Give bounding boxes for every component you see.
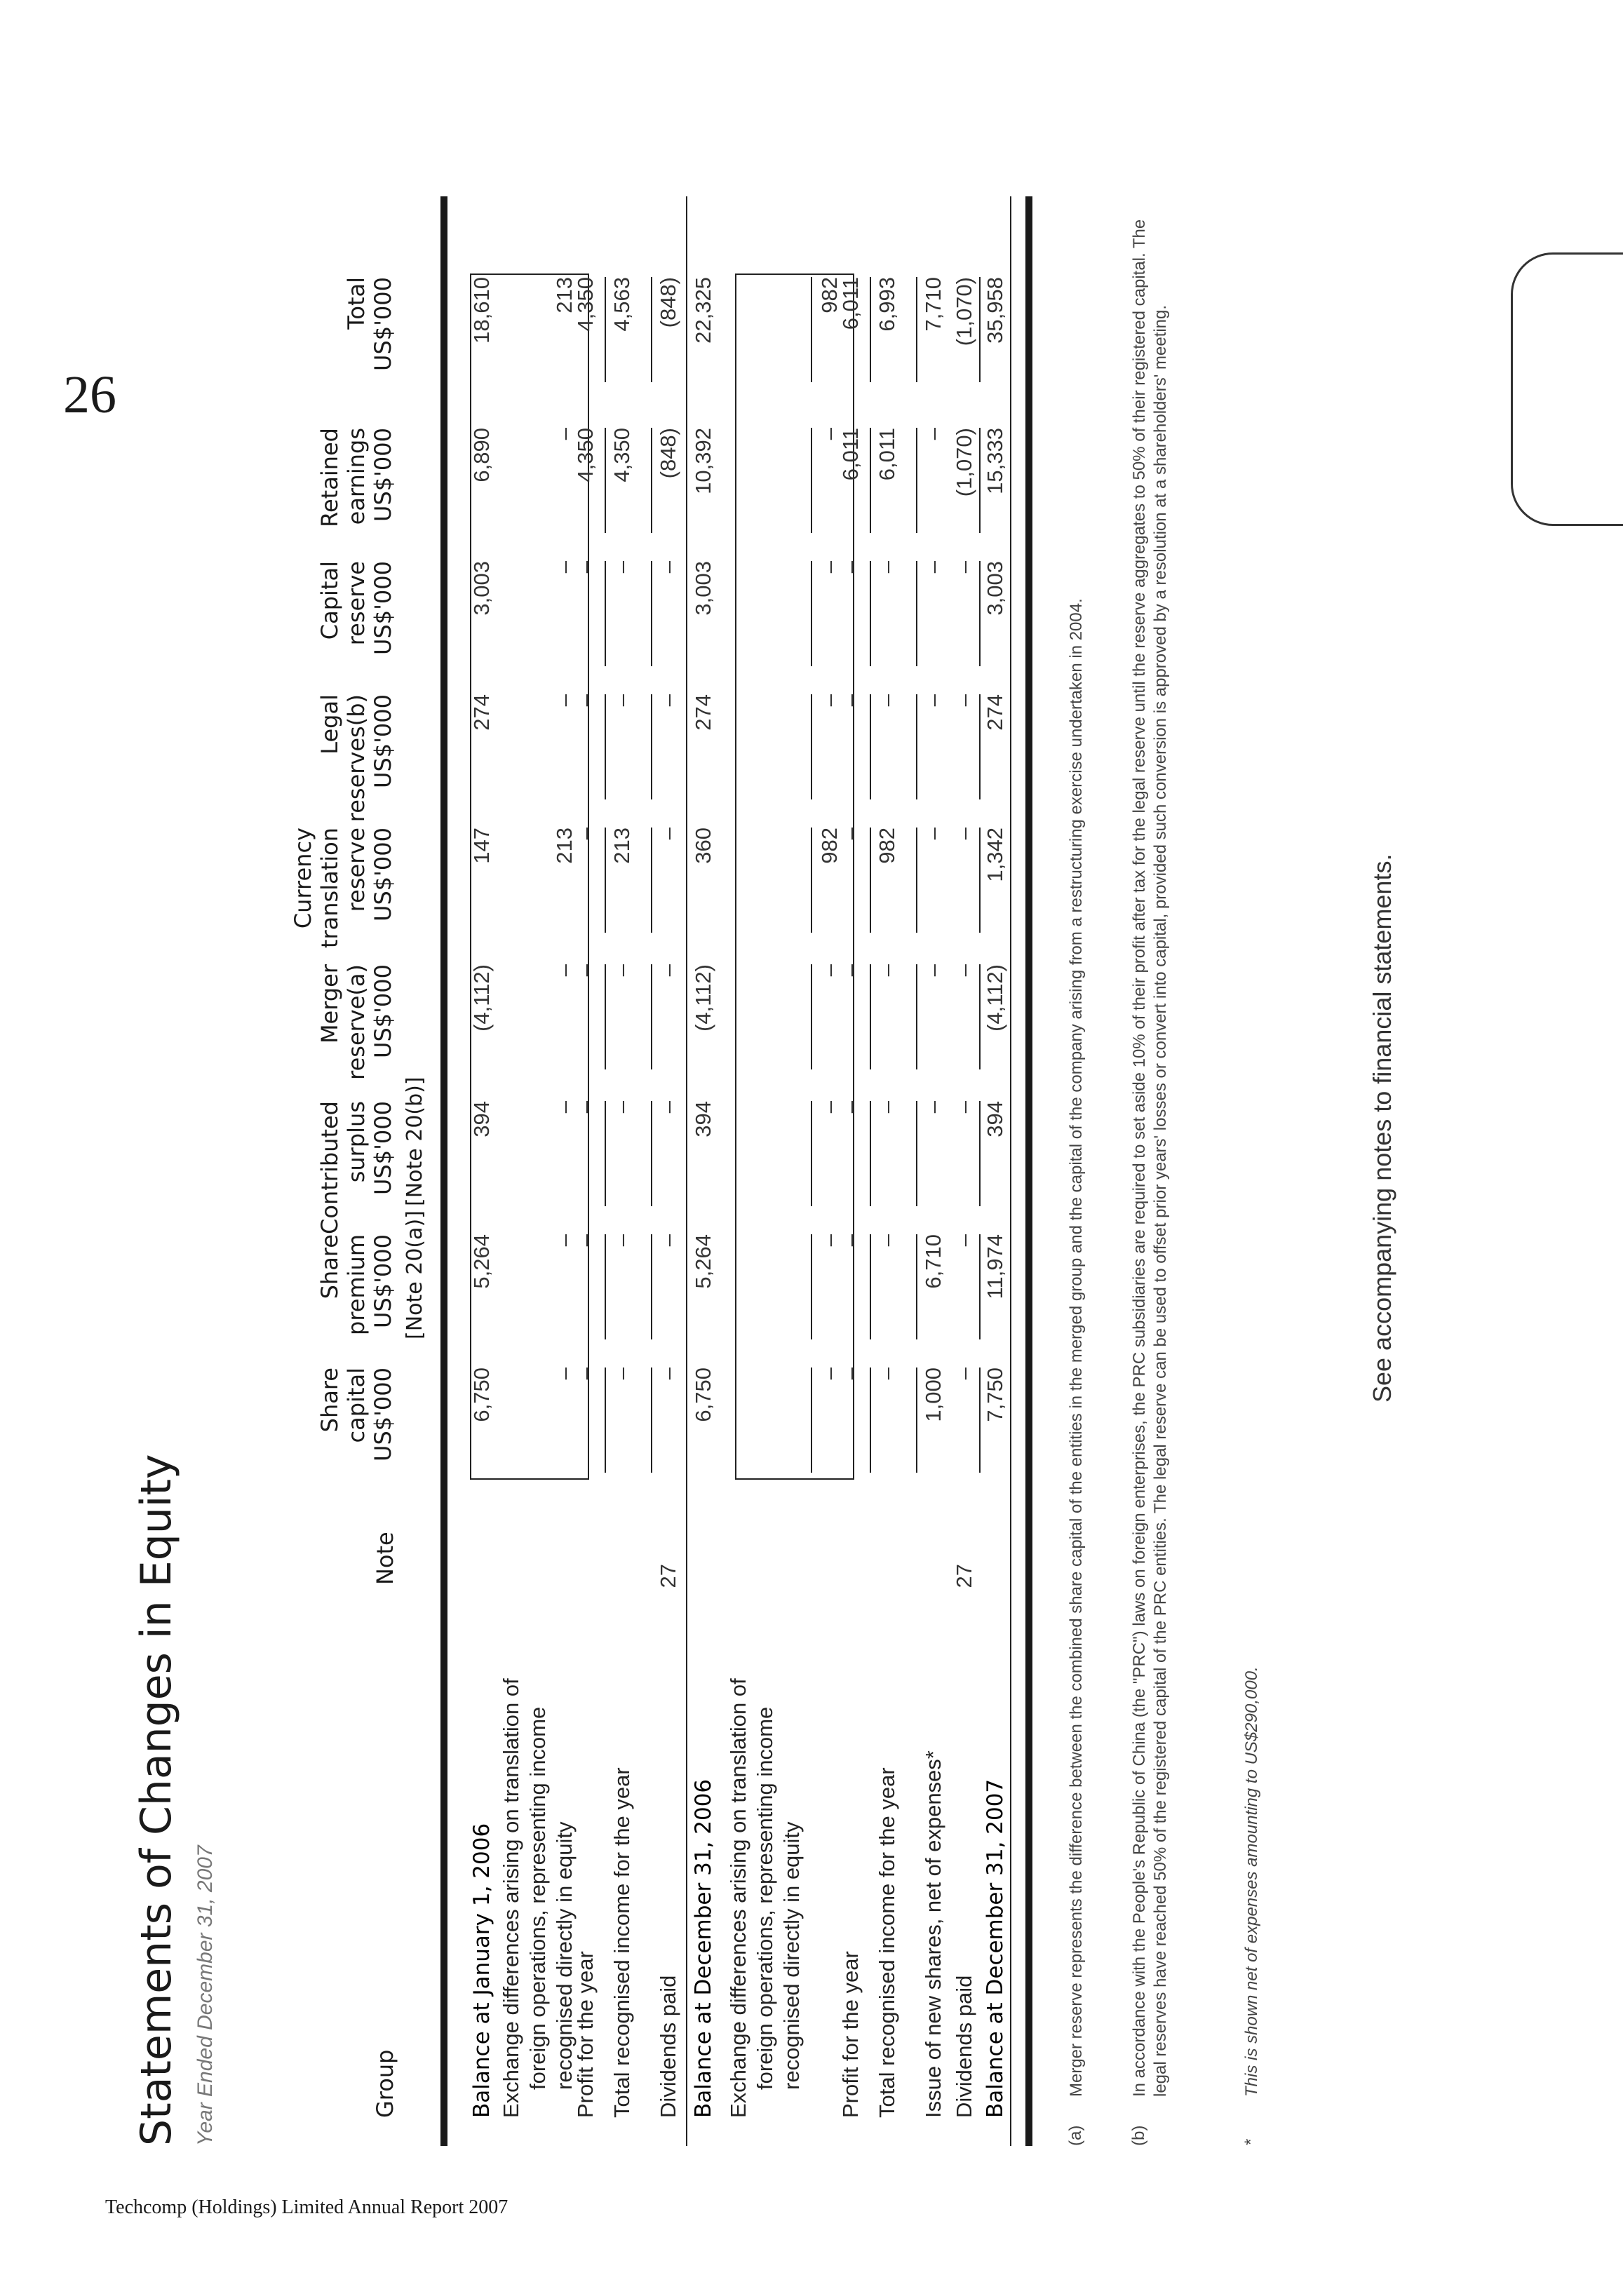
header-rule [440, 196, 447, 2146]
table-cell: – [656, 694, 680, 707]
subtotal-rule [605, 1234, 606, 1339]
table-cell: – [921, 964, 945, 977]
column-header [245, 277, 396, 389]
subtotal-rule [979, 1368, 981, 1473]
subtotal-rule [916, 1101, 917, 1206]
subtotal-rule [916, 964, 917, 1069]
table-cell: 3,003 [983, 561, 1007, 616]
table-cell: 147 [469, 828, 494, 864]
column-header-line: US$'000 [370, 964, 396, 1058]
table-cell: 213 [552, 277, 577, 313]
column-header-line: Share [316, 1368, 343, 1433]
row-label-line: foreign operations, representing income [525, 1706, 550, 2090]
table-cell: (1,070) [952, 277, 976, 346]
column-header-line: US$'000 [370, 694, 396, 788]
table-cell: – [817, 428, 842, 440]
subtotal-rule [651, 1368, 652, 1473]
column-header-line: capital [343, 1368, 370, 1443]
subtotal-rule [870, 964, 871, 1069]
report-footer: Techcomp (Holdings) Limited Annual Report 2007 [105, 2196, 509, 2218]
table-cell: – [552, 964, 577, 977]
table-cell: – [952, 1368, 976, 1380]
table-cell: – [952, 964, 976, 977]
table-cell: – [552, 694, 577, 707]
table-cell: 6,750 [469, 1368, 494, 1422]
row-label: Profit for the year [573, 1951, 598, 2118]
footnote-text: This is shown net of expenses amounting to US$290,000. [1242, 1666, 1261, 2097]
table-cell: 982 [817, 828, 842, 864]
table-cell: 6,890 [469, 428, 494, 482]
table-cell: (4,112) [691, 964, 715, 1032]
column-header [245, 964, 396, 1080]
page-subtitle: Year Ended December 31, 2007 [194, 1845, 217, 2146]
table-cell: – [656, 1234, 680, 1247]
page-title: Statements of Changes in Equity [132, 1454, 181, 2146]
subtotal-rule [979, 828, 981, 933]
footnote-text: Merger reserve represents the difference between the combined share capital of the entities in the merged group and the capital of the company arising from a restructuring exercise undertaken in 2004. [1067, 598, 1086, 2097]
footnote-mark: * [1241, 2139, 1260, 2146]
table-cell: 3,003 [469, 561, 494, 616]
subtotal-rule [916, 277, 917, 382]
table-cell: – [610, 694, 634, 707]
column-header-line: surplus [343, 1101, 370, 1183]
table-cell: – [952, 1234, 976, 1247]
see-notes: See accompanying notes to financial statements. [1368, 853, 1396, 1403]
table-cell: – [838, 1101, 863, 1114]
table-cell: 5,264 [469, 1234, 494, 1289]
row-label: Dividends paid [952, 1975, 976, 2118]
table-cell: 1,000 [921, 1368, 945, 1422]
subtotal-rule [811, 1234, 812, 1339]
table-cell: – [838, 1234, 863, 1247]
column-header-line: premium [343, 1234, 370, 1335]
column-header-line: earnings [343, 428, 370, 525]
column-header-line: reserve(a) [343, 964, 370, 1080]
table-cell: – [838, 964, 863, 977]
table-cell: – [817, 964, 842, 977]
table-cell: – [573, 964, 598, 977]
table-cell: – [573, 694, 598, 707]
subtotal-rule [651, 828, 652, 933]
subtotal-rule [916, 561, 917, 666]
table-cell: – [610, 964, 634, 977]
column-header-line: translation [316, 828, 343, 949]
table-cell: 982 [817, 277, 842, 313]
table-cell: 6,710 [921, 1234, 945, 1289]
column-header-line: Currency [290, 828, 316, 929]
subtotal-rule [870, 1234, 871, 1339]
subtotal-rule [916, 694, 917, 799]
row-label: Balance at December 31, 2006 [691, 1778, 716, 2118]
table-cell: 18,610 [469, 277, 494, 344]
column-header-line: Capital [316, 561, 343, 640]
table-cell: – [875, 561, 899, 574]
note-column-label: Note [372, 1532, 398, 1585]
table-cell: – [817, 1368, 842, 1380]
table-cell: 4,350 [610, 428, 634, 482]
table-cell: – [552, 1368, 577, 1380]
subtotal-rule [979, 277, 981, 382]
balance-rule [686, 196, 687, 2146]
row-note-number: 27 [952, 1564, 976, 1588]
table-cell: 274 [983, 694, 1007, 731]
subtotal-rule [651, 277, 652, 382]
table-cell: 7,750 [983, 1368, 1007, 1422]
column-header [245, 561, 396, 673]
table-cell: 3,003 [691, 561, 715, 616]
column-header [245, 428, 396, 540]
row-label-line: recognised directly in equity [779, 1821, 804, 2090]
column-header [245, 694, 396, 823]
table-cell: 1,342 [983, 828, 1007, 882]
row-label: Profit for the year [838, 1951, 863, 2118]
column-header-line: reserve [343, 561, 370, 646]
table-cell: 213 [610, 828, 634, 864]
table-cell: – [656, 828, 680, 840]
page-number: 26 [63, 365, 116, 424]
table-cell: – [610, 561, 634, 574]
table-cell: – [573, 1101, 598, 1114]
table-cell: 4,350 [573, 277, 598, 332]
table-cell: – [875, 1368, 899, 1380]
table-cell: – [552, 1234, 577, 1247]
table-cell: 394 [983, 1101, 1007, 1137]
table-cell: – [817, 561, 842, 574]
row-label: Total recognised income for the year [610, 1767, 634, 2118]
table-cell: – [552, 561, 577, 574]
column-header-line: US$'000 [370, 561, 396, 655]
table-cell: – [656, 964, 680, 977]
column-header [245, 828, 396, 949]
column-note-reference: [Note 20(b)] [403, 1076, 427, 1206]
column-header-line: Contributed [316, 1101, 343, 1234]
column-header-line: Merger [316, 964, 343, 1044]
table-cell: 394 [469, 1101, 494, 1137]
rotated-statement [119, 84, 1543, 2174]
table-cell: – [573, 561, 598, 574]
column-header-line: US$'000 [370, 828, 396, 921]
column-header-line: Share [316, 1234, 343, 1299]
column-header-line: US$'000 [370, 1101, 396, 1195]
subtotal-rule [870, 828, 871, 933]
column-header-line: US$'000 [370, 277, 396, 371]
subtotal-rule [916, 1368, 917, 1473]
column-header [245, 1101, 396, 1234]
subtotal-rule [870, 1368, 871, 1473]
table-cell: – [921, 694, 945, 707]
table-cell: 6,750 [691, 1368, 715, 1422]
subtotal-rule [979, 428, 981, 533]
subtotal-rule [811, 561, 812, 666]
table-cell: 274 [691, 694, 715, 731]
balance-rule [1010, 196, 1011, 2146]
column-header-line: reserve [343, 828, 370, 912]
column-note-reference: [Note 20(a)] [403, 1210, 427, 1339]
table-cell: 6,011 [875, 428, 899, 481]
table-cell: – [656, 1368, 680, 1380]
subtotal-rule [811, 277, 812, 382]
footnote-mark: (a) [1066, 2125, 1085, 2146]
subtotal-rule [811, 1101, 812, 1206]
table-cell: – [952, 828, 976, 840]
table-cell: – [838, 1368, 863, 1380]
subtotal-rule [916, 1234, 917, 1339]
table-cell: – [921, 828, 945, 840]
table-cell: – [875, 964, 899, 977]
subtotal-rule [811, 964, 812, 1069]
table-cell: (848) [656, 428, 680, 479]
subtotal-rule [651, 1234, 652, 1339]
column-header-line: US$'000 [370, 1234, 396, 1328]
table-cell: (4,112) [983, 964, 1007, 1032]
table-cell: – [838, 828, 863, 840]
row-label-line: recognised directly in equity [552, 1821, 577, 2090]
subtotal-rule [979, 561, 981, 666]
row-label-line: Exchange differences arising on translation of [726, 1678, 750, 2118]
table-cell: – [875, 1101, 899, 1114]
subtotal-rule [979, 964, 981, 1069]
table-cell: 4,563 [610, 277, 634, 332]
table-cell: – [573, 1368, 598, 1380]
table-cell: – [573, 828, 598, 840]
row-label: Balance at January 1, 2006 [469, 1823, 494, 2118]
subtotal-rule [979, 694, 981, 799]
subtotal-rule [651, 694, 652, 799]
footnote-text: In accordance with the People's Republic of China (the "PRC") laws on foreign enterprises, the PRC subsidiaries are required to set aside 10% of their profit after tax for the legal reserve until the reserve aggregates to 50% of their registered capital. The legal reserves have reached 50% of the registered capital of the PRC entities. The legal reserve can be used to offset prior years' losses or convert into capital, provided such conversion is approved by a resolution at a shareholders' meeting. [1130, 219, 1170, 2097]
table-cell: 6,011 [838, 428, 863, 481]
subtotal-rule [916, 428, 917, 533]
row-label: Balance at December 31, 2007 [983, 1778, 1008, 2118]
subtotal-rule [811, 694, 812, 799]
table-cell: – [552, 428, 577, 440]
table-cell: – [921, 561, 945, 574]
subtotal-rule [979, 1101, 981, 1206]
table-cell: – [875, 1234, 899, 1247]
subtotal-rule [605, 1368, 606, 1473]
column-header [245, 1368, 396, 1480]
table-cell: – [610, 1101, 634, 1114]
subtotal-rule [605, 694, 606, 799]
table-cell: 274 [469, 694, 494, 731]
table-cell: 7,710 [921, 277, 945, 332]
table-cell: – [952, 1101, 976, 1114]
table-cell: – [817, 1234, 842, 1247]
subtotal-rule [916, 828, 917, 933]
table-cell: – [656, 561, 680, 574]
subtotal-rule [605, 277, 606, 382]
table-cell: – [817, 1101, 842, 1114]
subtotal-rule [651, 1101, 652, 1206]
table-cell: 22,325 [691, 277, 715, 344]
subtotal-rule [605, 428, 606, 533]
row-label: Total recognised income for the year [875, 1767, 899, 2118]
subtotal-rule [811, 828, 812, 933]
table-cell: – [952, 561, 976, 574]
table-cell: – [817, 694, 842, 707]
column-header-line: US$'000 [370, 428, 396, 522]
table-cell: (1,070) [952, 428, 976, 497]
subtotal-rule [979, 1234, 981, 1339]
row-label-line: Exchange differences arising on translation of [499, 1678, 523, 2118]
column-header-line: reserves(b) [343, 694, 370, 823]
group-label: Group [372, 2049, 398, 2118]
table-cell: – [610, 1368, 634, 1380]
table-cell: 360 [691, 828, 715, 864]
table-cell: (848) [656, 277, 680, 328]
row-label-line: foreign operations, representing income [753, 1706, 777, 2090]
table-cell: 982 [875, 828, 899, 864]
subtotal-rule [811, 428, 812, 533]
table-cell: – [610, 1234, 634, 1247]
table-cell: 15,333 [983, 428, 1007, 494]
table-cell: – [573, 1234, 598, 1247]
subtotal-rule [605, 1101, 606, 1206]
column-header-line: Legal [316, 694, 343, 755]
subtotal-rule [605, 828, 606, 933]
table-cell: 394 [691, 1101, 715, 1137]
subtotal-rule [605, 964, 606, 1069]
subtotal-rule [870, 1101, 871, 1206]
subtotal-rule [870, 561, 871, 666]
table-cell: – [838, 694, 863, 707]
table-cell: 4,350 [573, 428, 598, 482]
subtotal-rule [605, 561, 606, 666]
subtotal-rule [651, 561, 652, 666]
table-cell: – [552, 1101, 577, 1114]
subtotal-rule [651, 964, 652, 1069]
row-label: Dividends paid [656, 1975, 680, 2118]
subtotal-rule [870, 428, 871, 533]
column-header-line: US$'000 [370, 1368, 396, 1461]
table-cell: (4,112) [469, 964, 494, 1032]
table-cell: 5,264 [691, 1234, 715, 1289]
footnote-mark: (b) [1129, 2125, 1148, 2146]
table-cell: – [921, 1101, 945, 1114]
table-cell: 213 [552, 828, 577, 864]
table-cell: – [838, 561, 863, 574]
table-cell: 35,958 [983, 277, 1007, 344]
table-cell: – [921, 428, 945, 440]
column-header [245, 1234, 396, 1346]
subtotal-rule [870, 694, 871, 799]
column-header-line: Retained [316, 428, 343, 527]
row-note-number: 27 [656, 1564, 680, 1588]
subtotal-rule [811, 1368, 812, 1473]
table-cell: – [952, 694, 976, 707]
footer-rule [1025, 196, 1032, 2146]
table-cell: 10,392 [691, 428, 715, 494]
table-cell: 6,993 [875, 277, 899, 332]
row-label: Issue of new shares, net of expenses* [921, 1750, 945, 2118]
table-cell: 6,011 [838, 277, 863, 330]
table-cell: 11,974 [983, 1234, 1007, 1299]
table-cell: – [875, 694, 899, 707]
subtotal-rule [870, 277, 871, 382]
subtotal-rule [651, 428, 652, 533]
table-cell: – [656, 1101, 680, 1114]
column-header-line: Total [343, 277, 370, 330]
